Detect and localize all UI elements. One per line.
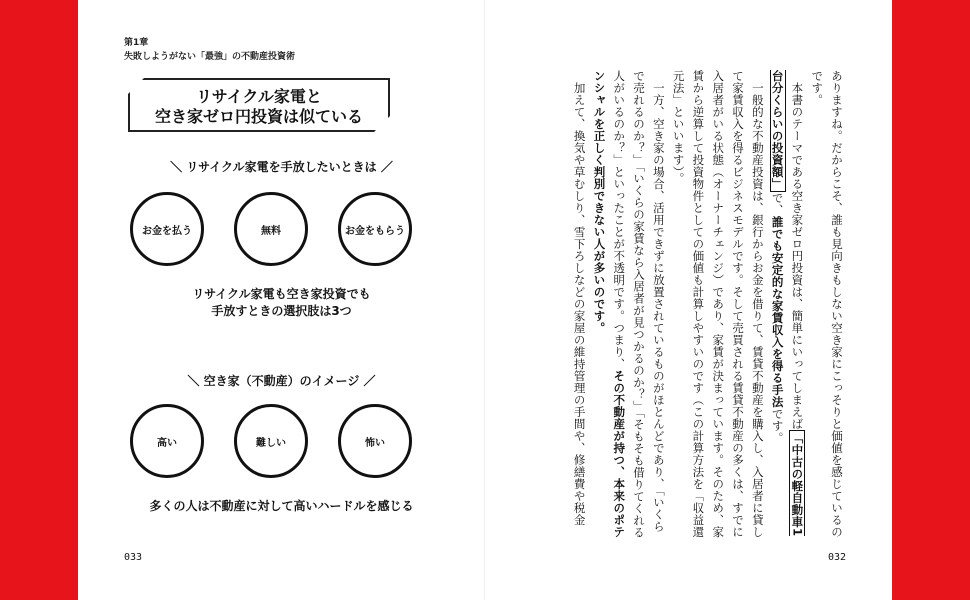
figure-title-box: [128, 78, 390, 132]
emphasis: その不動産が持つ、本来のポテンシャルを正しく判別できない人が多いのです。: [592, 70, 627, 538]
paragraph: 一方、空き家の場合、活用できずに放置されているものがほとんどであり、「いくらで売れるのか？」「いくらの家賃なら入居者が見つかるのか？」「そもそも借りてくれる人がいるのか？」といったことが不透明です。つまり、その不動産が持つ、本来のポテンシャルを正しく判別できない人が多いのです。: [592, 70, 666, 539]
slash-left-icon: ＼: [170, 160, 187, 174]
body-text: [569, 70, 846, 540]
section2-heading: ＼ 空き家（不動産）のイメージ ／: [187, 374, 376, 388]
book-spread: [78, 0, 892, 600]
section1-heading: ＼ リサイクル家電を手放したいときは ／: [170, 160, 393, 174]
right-page: [485, 0, 892, 600]
figure-title-line1: リサイクル家電と: [196, 87, 322, 106]
slash-left-icon: ＼: [187, 374, 204, 388]
running-head: [124, 36, 295, 64]
circle-difficult: 難しい: [234, 404, 308, 478]
circle-receive: お金をもらう: [338, 192, 412, 266]
paragraph: 一般的な不動産投資は、銀行からお金を借りて、賃貸不動産を購入し、入居者に貸して家賃収入を得るビジネスモデルです。そして売買される賃貸不動産の多くは、すでに入居者がいる状態（オーナーチェンジ）であり、家賃が決まっています。そのため、家賃から逆算して投資物件としての価値も計算しやすいのです（この計算方法を「収益還元法」といいます）。: [671, 70, 765, 538]
chapter-label: 第1章: [124, 38, 149, 48]
emphasis: 誰でも安定的な家賃収入を得る手法: [770, 216, 785, 408]
paragraph: ありますね。だからこそ、誰も見向きもしない空き家にこっそりと価値を感じているのです。: [810, 70, 844, 538]
circle-expensive: 高い: [130, 404, 204, 478]
figure-title-line2: 空き家ゼロ円投資は似ている: [154, 107, 363, 126]
slash-right-icon: ／: [376, 160, 393, 174]
section1-caption: リサイクル家電も空き家投資でも 手放すときの選択肢は3つ: [192, 287, 371, 318]
circle-free: 無料: [234, 192, 308, 266]
circle-scary: 怖い: [338, 404, 412, 478]
section2-caption: 多くの人は不動産に対して高いハードルを感じる: [149, 499, 414, 513]
chapter-title: 失敗しようがない「最強」の不動産投資術: [124, 52, 296, 62]
slash-right-icon: ／: [359, 374, 376, 388]
paragraph: 加えて、換気や草むしり、雪下ろしなどの家屋の維持管理の手間や、修繕費や税金: [572, 81, 587, 526]
paragraph: 本書のテーマである空き家ゼロ円投資は、簡単にいってしまえば「中古の軽自動車1台分くらいの投資額」で、誰でも安定的な家賃収入を得る手法です。: [770, 70, 805, 537]
boxed-phrase: 「中古の軽自動車1台分くらいの投資額」: [770, 70, 805, 537]
page-number-right: 032: [827, 552, 846, 563]
left-page: [78, 0, 485, 600]
circle-pay: お金を払う: [130, 192, 204, 266]
page-number-left: 033: [124, 552, 143, 563]
